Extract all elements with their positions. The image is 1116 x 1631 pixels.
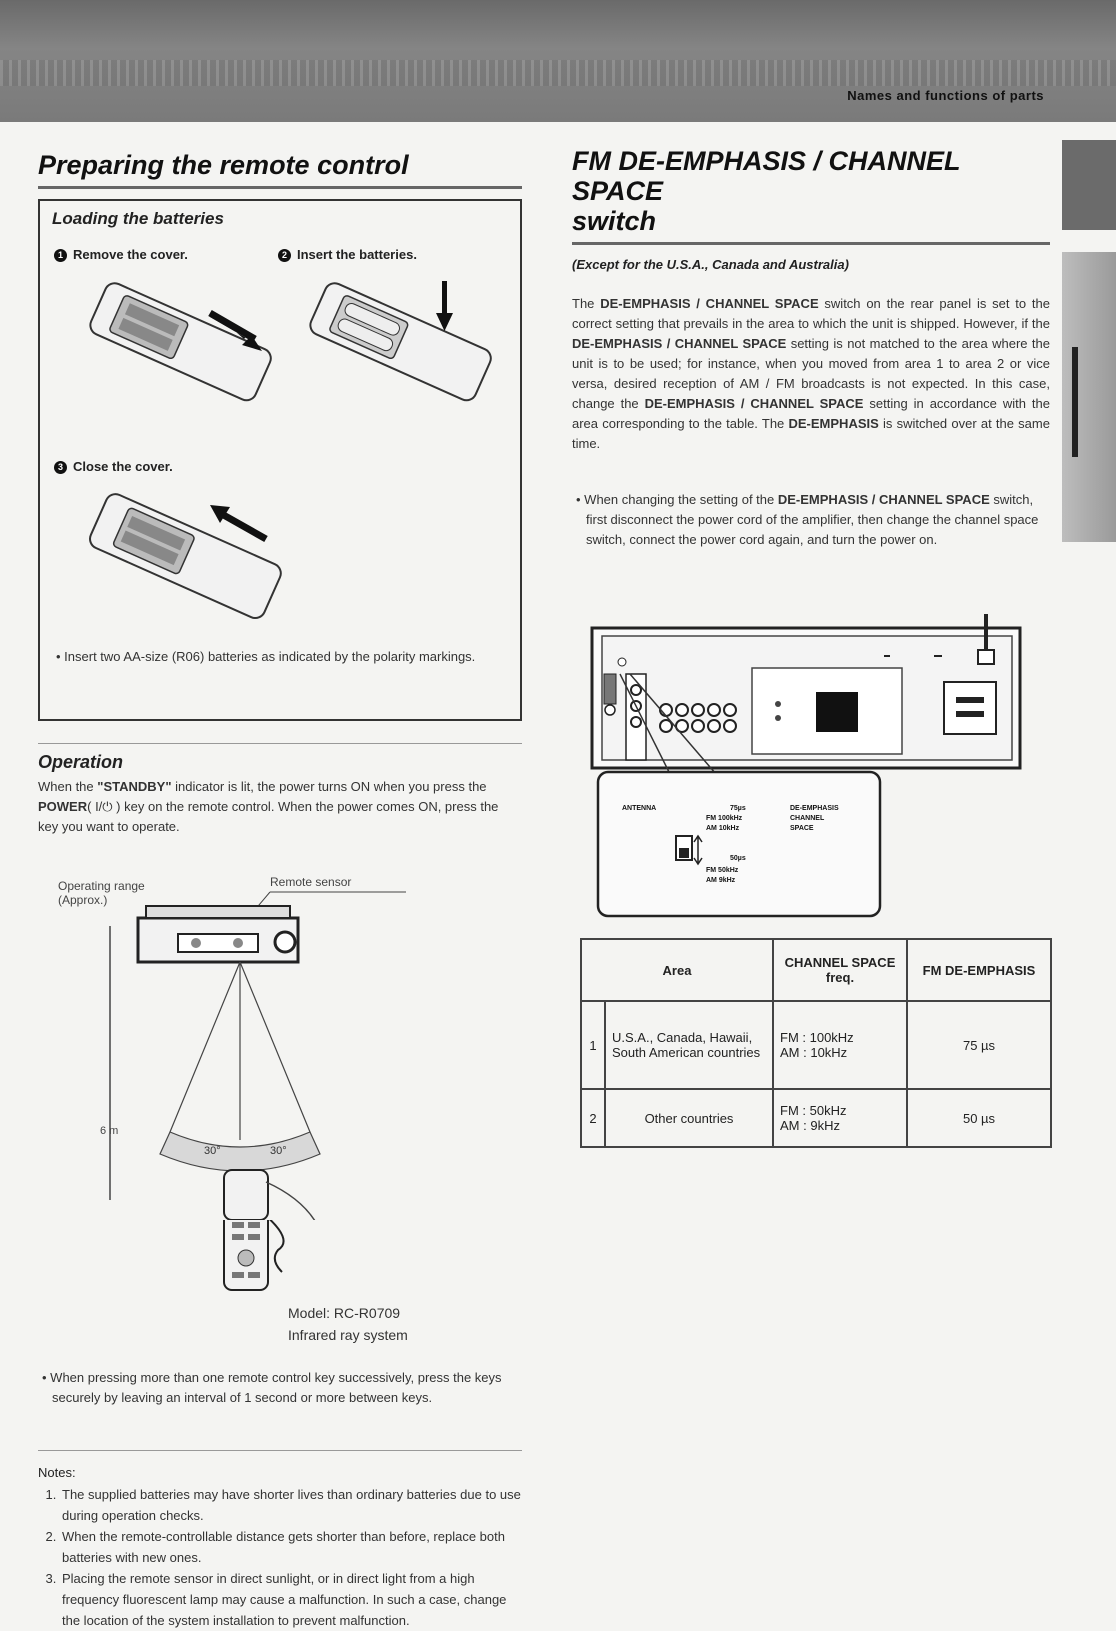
power-label: POWER	[38, 799, 88, 814]
remote-model-illustration	[38, 1220, 522, 1330]
panel-channel: CHANNEL	[790, 815, 825, 822]
fm-title	[572, 146, 1050, 236]
remote-system: Infrared ray system	[288, 1327, 408, 1343]
operation-bullet-text: When pressing more than one remote control key successively, press the keys securely by leaving an interval of 1 second or more between keys.	[50, 1370, 502, 1405]
batteries-note-text: Insert two AA-size (R06) batteries as indicated by the polarity markings.	[64, 649, 476, 664]
panel-space: SPACE	[790, 825, 814, 832]
table-header-row	[581, 939, 1051, 1001]
remote-section	[38, 150, 522, 1628]
panel-am9: AM 9kHz	[706, 877, 736, 884]
notes-rule	[38, 1450, 522, 1451]
fm-para-a: The	[572, 296, 595, 311]
note-item-2: 2. When the remote-controllable distance gets shorter than before, replace both batteries with new ones.	[60, 1526, 522, 1568]
remote-model-caption	[288, 1302, 408, 1346]
operation-title: Operation	[38, 752, 124, 772]
fm-para-d: DE-EMPHASIS / CHANNEL SPACE	[572, 336, 787, 351]
notes-list	[38, 1484, 522, 1631]
operation-bullet: • When pressing more than one remote control key successively, press the keys securely by leaving an interval of 1 second or more between keys.	[42, 1370, 502, 1405]
fm-bullet-a: When changing the setting of the	[584, 492, 775, 507]
operation-text-3: ( I/⏻ ) key on the remote control. When the power comes ON, press the key you want to operate.	[38, 799, 499, 834]
row-1-am: AM : 10kHz	[780, 1045, 848, 1060]
step-1: 1 Remove the cover.	[54, 247, 188, 262]
distance-label: 6 m	[100, 1125, 119, 1137]
notes-title: Notes:	[38, 1465, 76, 1480]
fm-title-rule	[572, 242, 1050, 245]
fm-bullet-b: DE-EMPHASIS / CHANNEL SPACE	[777, 492, 990, 507]
notes	[38, 1450, 522, 1631]
panel-antenna-label: ANTENNA	[622, 805, 657, 812]
row-1-area: U.S.A., Canada, Hawaii, South American countries	[605, 1001, 773, 1089]
panel-75us: 75µs	[730, 805, 746, 812]
row-2-fm: FM : 50kHz	[780, 1103, 847, 1118]
insert-batteries-illustration	[290, 277, 500, 407]
row-2-num: 2	[581, 1089, 605, 1147]
remote-section-title: Preparing the remote control	[38, 150, 409, 180]
loading-batteries-box	[38, 199, 522, 721]
table-row	[581, 1001, 1051, 1089]
fm-para-h: DE-EMPHASIS	[788, 416, 879, 431]
batteries-note: • Insert two AA-size (R06) batteries as indicated by the polarity markings.	[56, 649, 476, 664]
header-fm-de-emphasis: FM DE-EMPHASIS	[907, 939, 1051, 1001]
fm-para-c: switch on the rear panel is set to the correct setting that prevails in the area to which the unit is shipped. However, if the	[572, 296, 1050, 331]
approx-label: (Approx.)	[58, 893, 108, 907]
fm-para-f: DE-EMPHASIS / CHANNEL SPACE	[644, 396, 864, 411]
fm-bullet: • When changing the setting of the DE-EMPHASIS / CHANNEL SPACE switch, first disconnect the power cord of the amplifier, then change the channel space switch, connect the power cord again, and turn the power on.	[576, 492, 1039, 547]
panel-am10: AM 10kHz	[706, 825, 740, 832]
remote-model: Model: RC-R0709	[288, 1305, 401, 1321]
loading-title: Loading the batteries	[52, 209, 224, 228]
row-2-am: AM : 9kHz	[780, 1118, 840, 1133]
step-1-label: Remove the cover.	[73, 247, 188, 262]
rear-panel-illustration	[590, 614, 1030, 924]
side-tab-dark	[1062, 140, 1116, 230]
panel-50us: 50µs	[730, 855, 746, 862]
fm-title-line2: switch	[572, 206, 657, 236]
panel-de-emphasis: DE-EMPHASIS	[790, 805, 839, 812]
operation-text-2: indicator is lit, the power turns ON when you press the	[175, 779, 487, 794]
row-1-emphasis: 75 µs	[907, 1001, 1051, 1089]
angle-right-label: 30°	[270, 1145, 287, 1157]
operation-rule	[38, 743, 522, 744]
header-channel-space: CHANNEL SPACE freq.	[773, 939, 907, 1001]
fm-title-line1: FM DE-EMPHASIS / CHANNEL SPACE	[572, 146, 961, 206]
row-1-fm: FM : 100kHz	[780, 1030, 854, 1045]
row-1-num: 1	[581, 1001, 605, 1089]
angle-left-label: 30°	[204, 1145, 221, 1157]
close-cover-illustration	[70, 487, 300, 627]
table-row	[581, 1089, 1051, 1147]
remove-cover-illustration	[70, 277, 280, 407]
panel-fm100: FM 100kHz	[706, 815, 743, 822]
area-table	[580, 938, 1052, 1148]
operating-range-diagram	[38, 870, 522, 1220]
fm-bullet-c: switch, first disconnect the power cord of the amplifier, then change the channel space switch, connect the power cord again, and turn the power on.	[586, 492, 1039, 547]
remote-sensor-label: Remote sensor	[270, 875, 352, 889]
header-texture	[0, 60, 1116, 86]
step-3: 3 Close the cover.	[54, 459, 173, 474]
row-2-channel	[773, 1089, 907, 1147]
header-band	[0, 0, 1116, 122]
fm-paragraph	[572, 294, 1050, 454]
row-1-channel	[773, 1001, 907, 1089]
operation-text-1: When the	[38, 779, 94, 794]
fm-section	[572, 146, 1050, 550]
step-2: 2 Insert the batteries.	[278, 247, 417, 262]
standby-label: "STANDBY"	[97, 779, 172, 794]
note-item-1: 1. The supplied batteries may have shorter lives than ordinary batteries due to use during operation checks.	[60, 1484, 522, 1526]
fm-para-e: setting is not matched to the area where the unit is to be used; for instance, when you moved from area 1 to area 2 or vice versa, desired reception of AM / FM broadcasts is not expected. In this case, change the	[572, 336, 1050, 411]
operating-range-label: Operating range	[58, 879, 145, 893]
header-label: Names and functions of parts	[847, 88, 1044, 103]
title-rule	[38, 186, 522, 189]
fm-para-g: setting in accordance with the area corresponding to the table. The	[572, 396, 1050, 431]
header-area: Area	[581, 939, 773, 1001]
fm-para-i: is switched over at the same time.	[572, 416, 1050, 451]
fm-subtitle: (Except for the U.S.A., Canada and Australia)	[572, 257, 849, 272]
row-2-emphasis: 50 µs	[907, 1089, 1051, 1147]
panel-fm50: FM 50kHz	[706, 867, 739, 874]
row-2-area: Other countries	[605, 1089, 773, 1147]
step-2-label: Insert the batteries.	[297, 247, 417, 262]
note-item-3: 3. Placing the remote sensor in direct sunlight, or in direct light from a high frequency fluorescent lamp may cause a malfunction. In such a case, change the location of the system installation to prevent malfunction.	[60, 1568, 522, 1631]
step-3-label: Close the cover.	[73, 459, 173, 474]
fm-para-b: DE-EMPHASIS / CHANNEL SPACE	[600, 296, 819, 311]
side-tab-light	[1062, 252, 1116, 542]
operation-text	[38, 777, 522, 837]
